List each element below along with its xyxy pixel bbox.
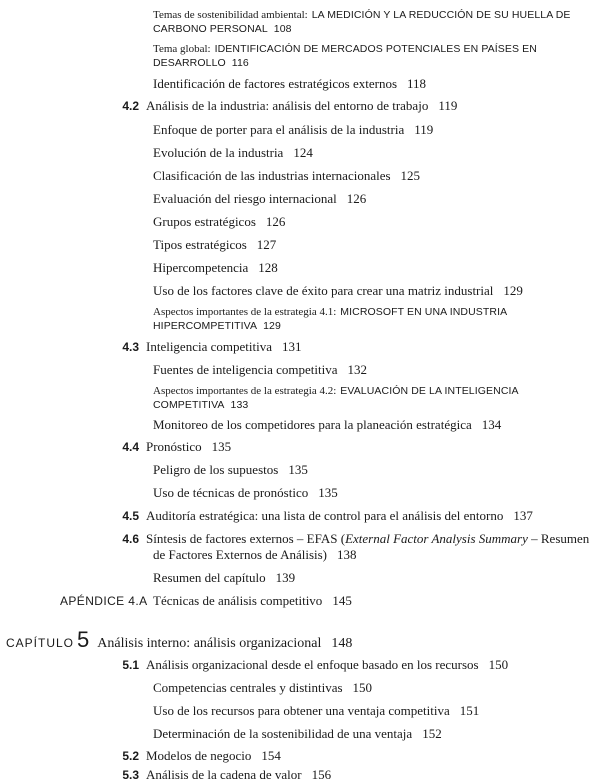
page-number: 116 bbox=[231, 57, 249, 69]
entry-text: Enfoque de porter para el análisis de la industria bbox=[153, 122, 405, 137]
toc-entry[interactable] bbox=[153, 703, 479, 718]
box-title-cont: COMPETITIVA bbox=[153, 399, 225, 411]
toc-entry[interactable] bbox=[153, 485, 338, 500]
box-title: LA MEDICIÓN Y LA REDUCCIÓN DE SU HUELLA DE bbox=[311, 9, 571, 21]
toc-section-5-2[interactable] bbox=[111, 748, 281, 764]
entry-text: Competencias centrales y distintivas bbox=[153, 680, 343, 695]
entry-text: Identificación de factores estratégicos externos bbox=[153, 76, 397, 91]
entry-text: Tipos estratégicos bbox=[153, 237, 247, 252]
global-box-entry-line2[interactable] bbox=[153, 54, 249, 71]
page-number: 150 bbox=[352, 680, 373, 695]
page-number: 135 bbox=[318, 485, 338, 500]
appendix-label: APÉNDICE 4.A bbox=[60, 594, 148, 608]
page-number: 145 bbox=[332, 593, 352, 608]
section-number: 4.3 bbox=[122, 340, 139, 354]
section-title: Análisis de la industria: análisis del entorno de trabajo bbox=[146, 98, 429, 113]
page-number: 126 bbox=[265, 214, 286, 229]
entry-text: Uso de los factores clave de éxito para crear una matriz industrial bbox=[153, 283, 494, 298]
section-title: Modelos de negocio bbox=[146, 748, 252, 763]
toc-entry[interactable] bbox=[153, 726, 442, 741]
section-title: Análisis organizacional desde el enfoque basado en los recursos bbox=[146, 657, 479, 672]
entry-text: Técnicas de análisis competitivo bbox=[153, 593, 323, 608]
sustainability-box-entry-line2[interactable] bbox=[153, 20, 292, 37]
section-number: 4.4 bbox=[122, 440, 139, 454]
toc-section-4-6-line2[interactable] bbox=[153, 547, 357, 562]
section-number: 5.3 bbox=[122, 768, 139, 782]
toc-entry[interactable] bbox=[153, 214, 285, 229]
box-lead: Tema global: bbox=[153, 43, 211, 55]
page-number: 156 bbox=[311, 767, 332, 782]
toc-section-4-2[interactable] bbox=[111, 98, 457, 114]
page-number: 119 bbox=[438, 98, 458, 113]
toc-entry[interactable] bbox=[153, 462, 308, 477]
box-title-cont: HIPERCOMPETITIVA bbox=[153, 320, 258, 332]
box-title: MICROSOFT EN UNA INDUSTRIA bbox=[340, 306, 508, 318]
toc-section-4-3[interactable] bbox=[111, 339, 301, 355]
strategy-box-4-1-entry-line2[interactable] bbox=[153, 317, 281, 334]
page-number: 135 bbox=[211, 439, 232, 454]
entry-text: Uso de los recursos para obtener una ventaja competitiva bbox=[153, 703, 450, 718]
entry-text: Clasificación de las industrias internacionales bbox=[153, 168, 391, 183]
box-title: IDENTIFICACIÓN DE MERCADOS POTENCIALES EN PAÍSES EN bbox=[214, 43, 537, 55]
page-number: 118 bbox=[407, 76, 427, 91]
page-number: 132 bbox=[347, 362, 367, 377]
page-number: 154 bbox=[261, 748, 281, 763]
page-number: 125 bbox=[400, 168, 421, 183]
page-number: 133 bbox=[230, 399, 249, 411]
section-number: 4.6 bbox=[122, 532, 139, 546]
entry-text: Fuentes de inteligencia competitiva bbox=[153, 362, 338, 377]
toc-entry[interactable] bbox=[153, 362, 367, 377]
section-title-cont: de Factores Externos de Análisis) bbox=[153, 547, 328, 562]
toc-section-4-6[interactable] bbox=[111, 531, 589, 547]
entry-text: Resumen del capítulo bbox=[153, 570, 266, 585]
entry-text: Evaluación del riesgo internacional bbox=[153, 191, 337, 206]
toc-entry[interactable] bbox=[153, 122, 433, 137]
box-title-cont: CARBONO PERSONAL bbox=[153, 23, 268, 35]
entry-text: Peligro de los supuestos bbox=[153, 462, 279, 477]
entry-text: Hipercompetencia bbox=[153, 260, 249, 275]
toc-section-5-1[interactable] bbox=[111, 657, 508, 673]
toc-section-4-4[interactable] bbox=[111, 439, 231, 455]
page-number: 138 bbox=[337, 547, 357, 562]
toc-entry[interactable] bbox=[153, 168, 420, 183]
page-number: 148 bbox=[331, 636, 353, 651]
box-lead: Aspectos importantes de la estrategia 4.1: bbox=[153, 306, 337, 318]
section-title-italic: External Factor Analysis Summary bbox=[345, 531, 528, 546]
toc-section-4-5[interactable] bbox=[111, 508, 533, 524]
page-number: 151 bbox=[459, 703, 480, 718]
section-number: 4.5 bbox=[122, 509, 139, 523]
page-number: 127 bbox=[256, 237, 277, 252]
box-lead: Temas de sostenibilidad ambiental: bbox=[153, 9, 308, 21]
toc-entry-identificacion[interactable] bbox=[153, 76, 426, 91]
page-number: 150 bbox=[488, 657, 509, 672]
toc-entry[interactable] bbox=[153, 191, 366, 206]
page-number: 126 bbox=[346, 191, 367, 206]
entry-text: Grupos estratégicos bbox=[153, 214, 256, 229]
entry-text: Determinación de la sostenibilidad de una ventaja bbox=[153, 726, 413, 741]
page-number: 134 bbox=[481, 417, 502, 432]
page-number: 135 bbox=[288, 462, 308, 477]
chapter-word: CAPÍTULO bbox=[6, 636, 75, 650]
section-title: Análisis de la cadena de valor bbox=[146, 767, 302, 782]
section-title: Auditoría estratégica: una lista de control para el análisis del entorno bbox=[146, 508, 504, 523]
toc-entry-summary[interactable] bbox=[153, 570, 295, 585]
chapter-number: 5 bbox=[77, 627, 90, 652]
box-title: EVALUACIÓN DE LA INTELIGENCIA bbox=[340, 385, 519, 397]
page-number: 119 bbox=[414, 122, 434, 137]
section-title: Pronóstico bbox=[146, 439, 202, 454]
strategy-box-4-2-entry-line2[interactable] bbox=[153, 396, 248, 413]
entry-text: Evolución de la industria bbox=[153, 145, 284, 160]
toc-entry[interactable] bbox=[153, 260, 278, 275]
page-number: 152 bbox=[422, 726, 442, 741]
page-number: 128 bbox=[258, 260, 278, 275]
page-number: 129 bbox=[263, 320, 281, 332]
page-number: 108 bbox=[273, 23, 292, 35]
page-number: 131 bbox=[281, 339, 302, 354]
toc-entry[interactable] bbox=[153, 283, 523, 298]
page-number: 139 bbox=[275, 570, 296, 585]
toc-entry[interactable] bbox=[153, 145, 313, 160]
section-number: 5.1 bbox=[122, 658, 139, 672]
entry-text: Uso de técnicas de pronóstico bbox=[153, 485, 309, 500]
section-number: 5.2 bbox=[122, 749, 139, 763]
toc-section-5-3[interactable] bbox=[111, 767, 331, 783]
section-title-post: – Resumen bbox=[527, 531, 590, 546]
section-title: Inteligencia competitiva bbox=[146, 339, 272, 354]
entry-text: Monitoreo de los competidores para la planeación estratégica bbox=[153, 417, 472, 432]
toc-appendix-4a[interactable] bbox=[60, 593, 148, 609]
toc-appendix-title[interactable] bbox=[153, 593, 352, 608]
section-title-pre: Síntesis de factores externos – EFAS ( bbox=[146, 531, 346, 546]
chapter-5-heading[interactable] bbox=[6, 628, 352, 656]
box-lead: Aspectos importantes de la estrategia 4.2: bbox=[153, 385, 337, 397]
toc-entry[interactable] bbox=[153, 417, 501, 432]
box-title-cont: DESARROLLO bbox=[153, 57, 226, 69]
page-number: 137 bbox=[513, 508, 533, 523]
toc-entry[interactable] bbox=[153, 680, 372, 695]
page-number: 129 bbox=[503, 283, 523, 298]
toc-entry[interactable] bbox=[153, 237, 276, 252]
page-number: 124 bbox=[293, 145, 313, 160]
section-number: 4.2 bbox=[122, 99, 139, 113]
chapter-title: Análisis interno: análisis organizacional bbox=[97, 636, 322, 651]
